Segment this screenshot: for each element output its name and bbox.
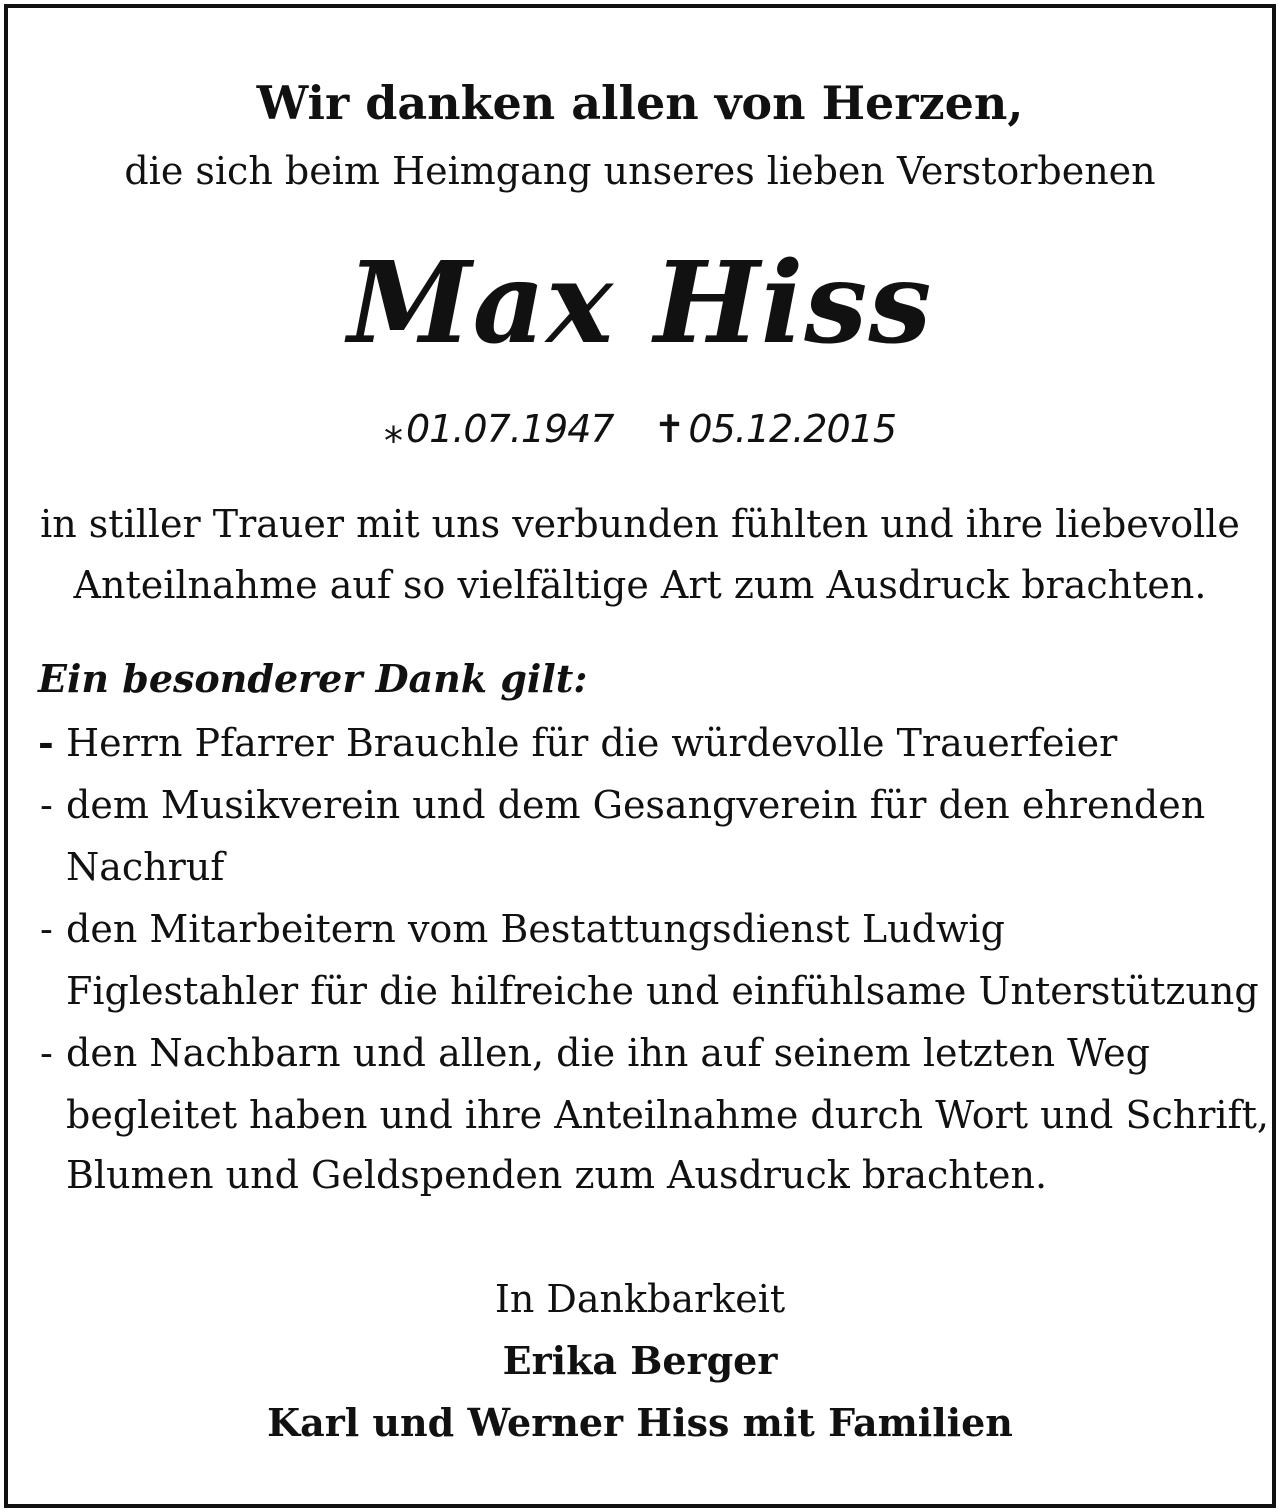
list-item-line: Herrn Pfarrer Brauchle für die würdevolle Trauerfeier [66, 721, 1118, 765]
notice-subheading: die sich beim Heimgang unseres lieben Verstorbenen [124, 149, 1156, 193]
list-item-line: dem Musikverein und dem Gesangverein für den ehrenden [66, 783, 1206, 827]
list-item-line: den Mitarbeitern vom Bestattungsdienst Ludwig [66, 907, 1005, 951]
closing-phrase: In Dankbarkeit [494, 1277, 786, 1321]
death-cross-icon: ✝ [653, 407, 685, 451]
list-item-line: Figlestahler für die hilfreiche und einfühlsame Unterstützung [66, 969, 1259, 1013]
list-item-line: begleitet haben und ihre Anteilnahme durch Wort und Schrift, [66, 1093, 1269, 1137]
birth-date: 01.07.1947 [406, 407, 614, 451]
paragraph-line: in stiller Trauer mit uns verbunden fühlten und ihre liebevolle [40, 502, 1240, 546]
list-item-line: Blumen und Geldspenden zum Ausdruck brachten. [66, 1153, 1048, 1197]
deceased-name: Max Hiss [347, 238, 933, 369]
list-bullet: - [40, 907, 53, 951]
death-date: 05.12.2015 [688, 407, 896, 451]
list-item-line: Nachruf [66, 845, 225, 889]
birth-star-icon: ⁎ [384, 407, 402, 451]
signatory: Erika Berger [502, 1338, 778, 1383]
signatory: Karl und Werner Hiss mit Familien [267, 1400, 1013, 1445]
list-bullet: - [40, 783, 53, 827]
list-item-line: den Nachbarn und allen, die ihn auf seinem letzten Weg [66, 1031, 1150, 1075]
notice-heading: Wir danken allen von Herzen, [256, 76, 1024, 130]
life-dates [0, 407, 1280, 451]
special-thanks-heading: Ein besonderer Dank gilt: [38, 656, 588, 701]
paragraph-line: Anteilnahme auf so vielfältige Art zum Ausdruck brachten. [73, 563, 1207, 607]
list-bullet: - [40, 1031, 53, 1075]
list-bullet: - [38, 720, 54, 765]
